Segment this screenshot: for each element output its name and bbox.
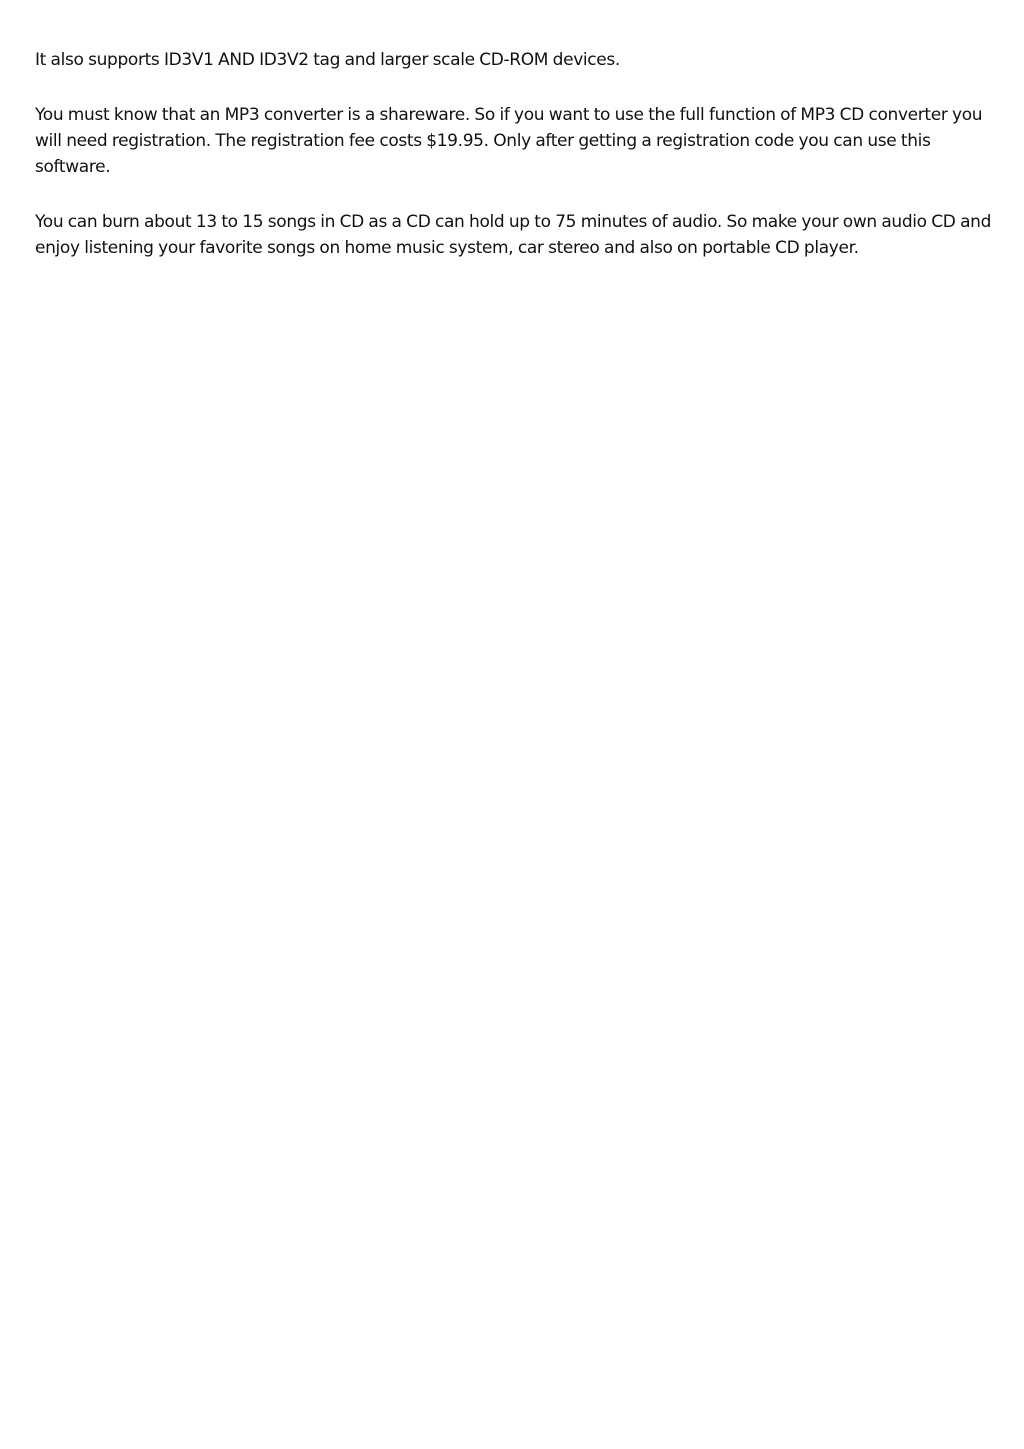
paragraph-burn-songs: You can burn about 13 to 15 songs in CD as a CD can hold up to 75 minutes of audio. So make your own audio CD and enjoy listening your favorite songs on home music system, car stereo and also on portable CD player.	[35, 212, 992, 258]
paragraph-id3-support: It also supports ID3V1 AND ID3V2 tag and larger scale CD-ROM devices.	[35, 50, 620, 70]
paragraph-shareware-registration: You must know that an MP3 converter is a shareware. So if you want to use the full function of MP3 CD converter you will need registration. The registration fee costs $19.95. Only after getting a registration code you can use this software.	[35, 105, 983, 177]
document-body	[35, 47, 995, 290]
